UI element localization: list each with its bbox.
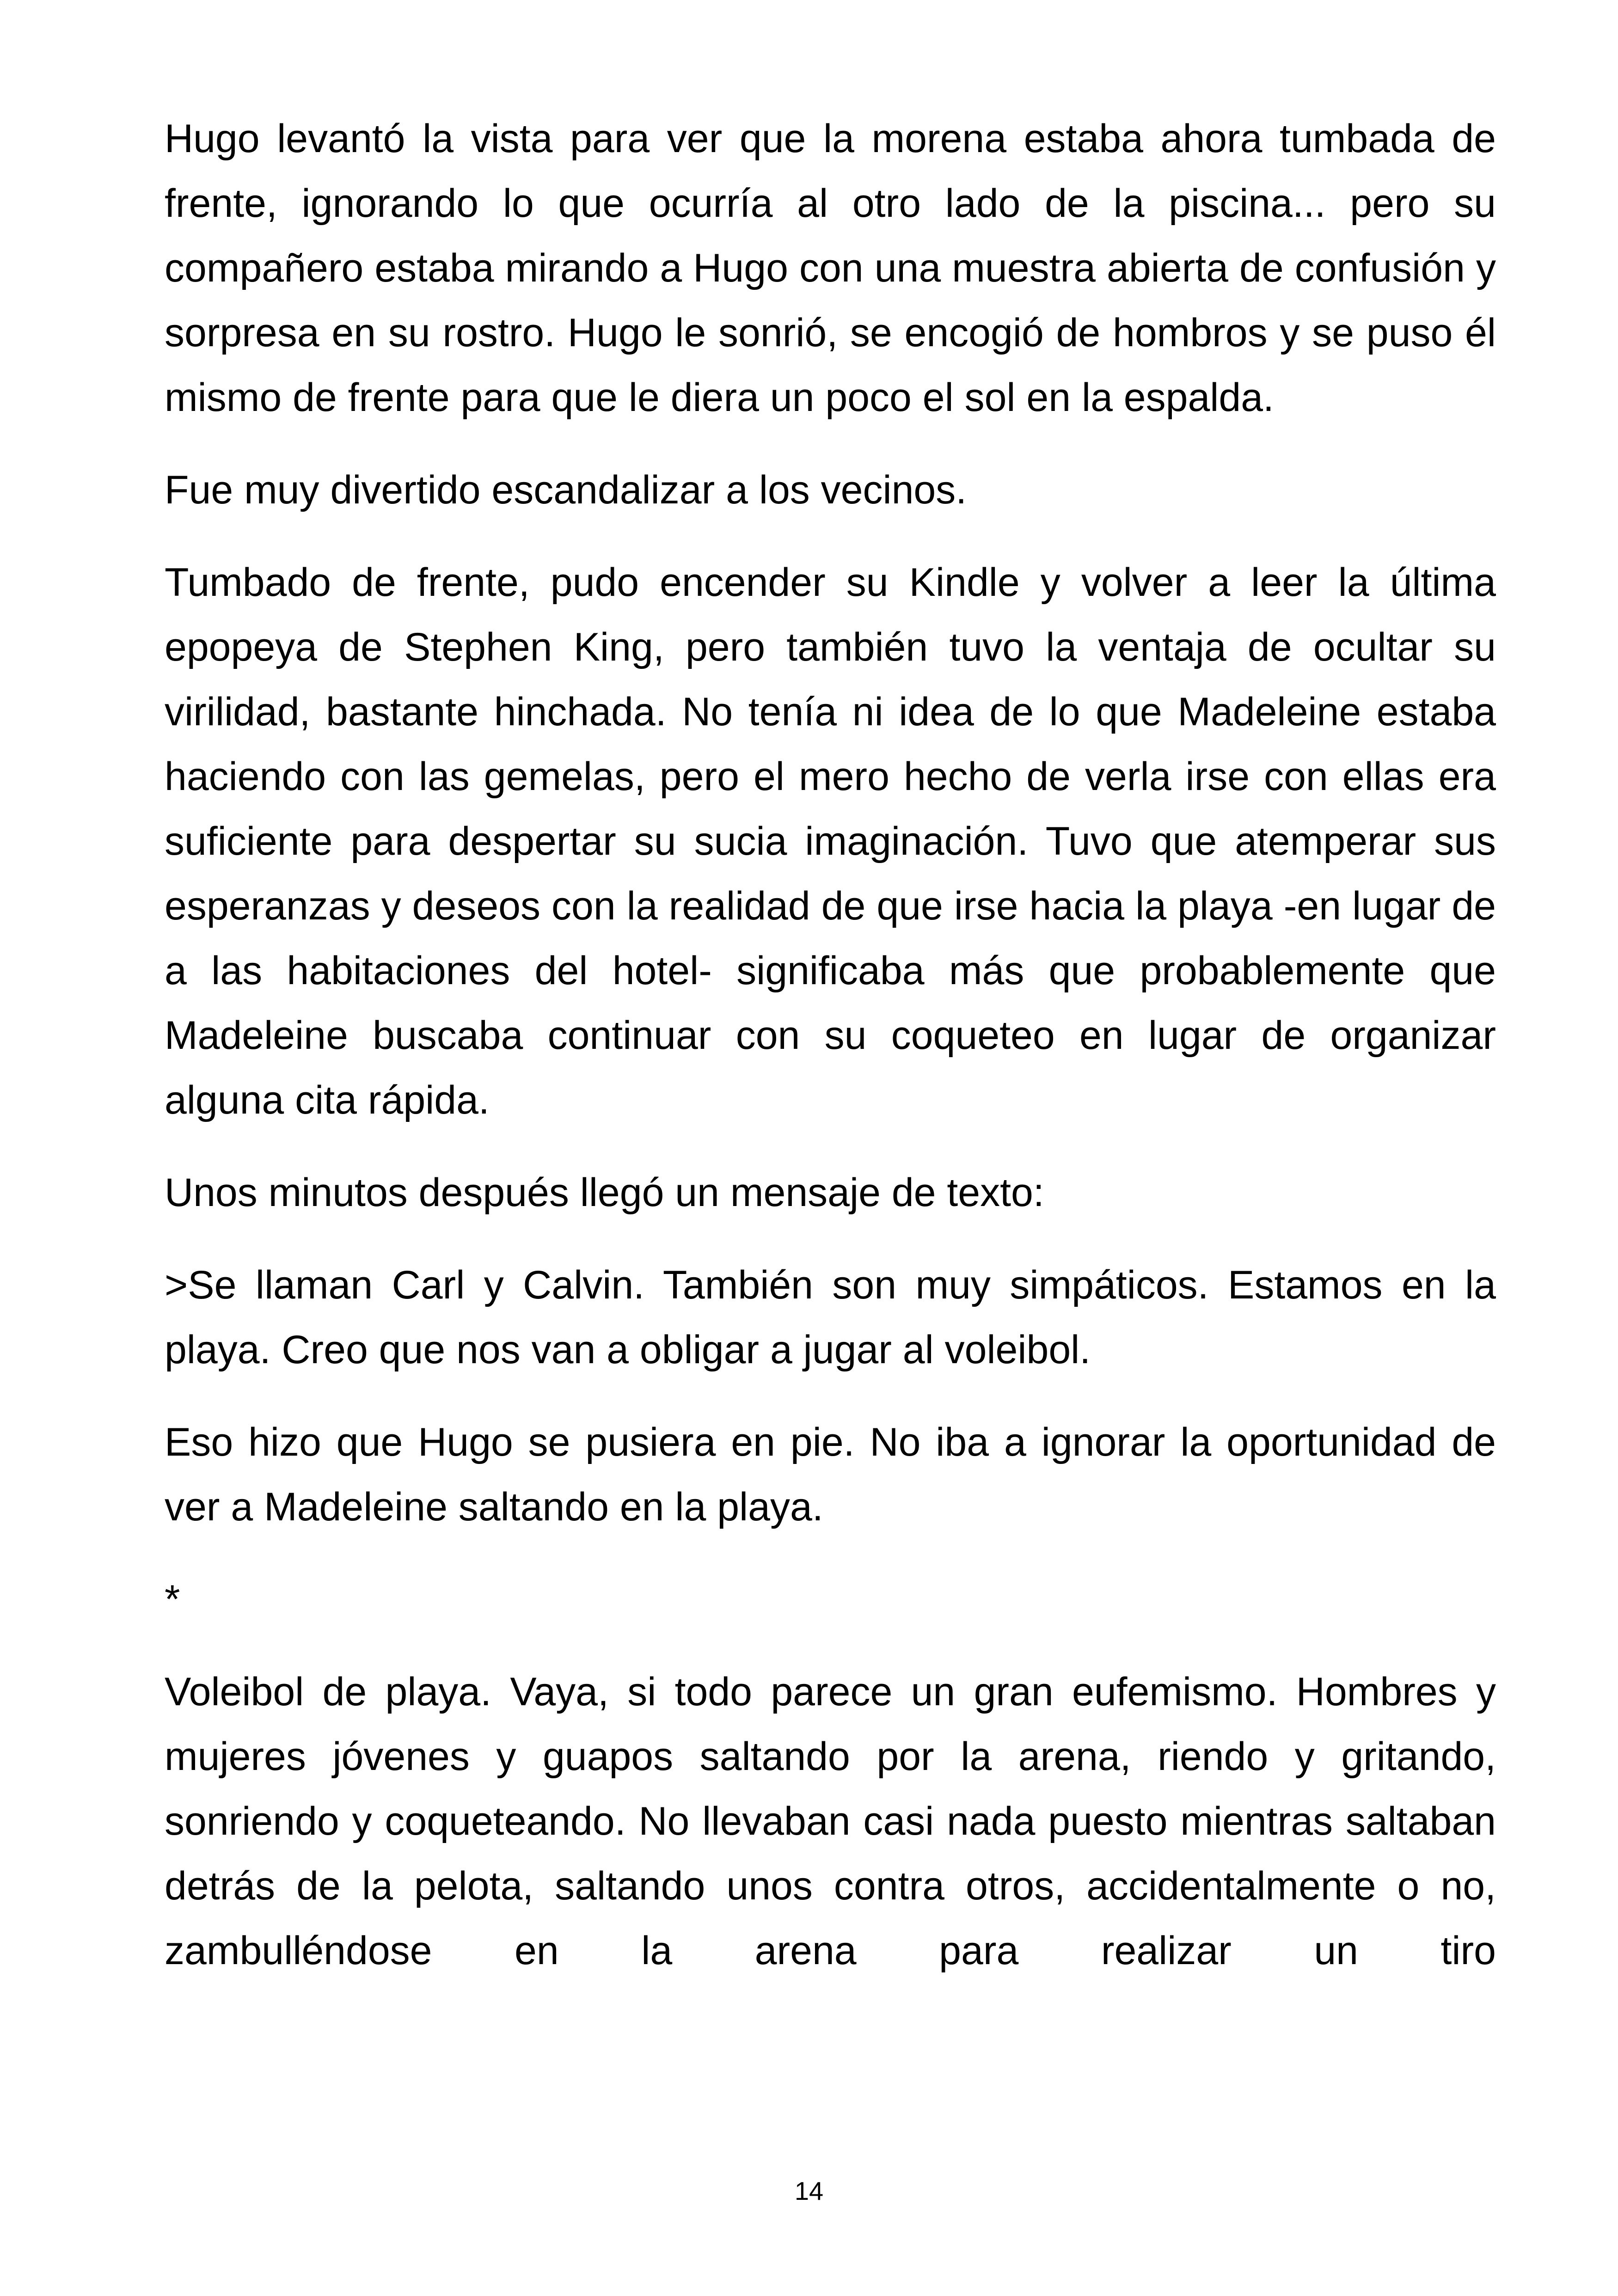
section-separator: * <box>165 1577 180 1622</box>
paragraph: Unos minutos después llegó un mensaje de texto: <box>165 1170 1044 1215</box>
body-text <box>165 106 1496 1983</box>
paragraph: >Se llaman Carl y Calvin. También son muy simpáticos. Estamos en la playa. Creo que nos van a obligar a jugar al voleibol. <box>165 1263 1496 1372</box>
paragraph: Tumbado de frente, pudo encender su Kindle y volver a leer la última epopeya de Stephen King, pero también tuvo la ventaja de ocultar su virilidad, bastante hinchada. No tenía ni idea de lo que Madeleine estaba haciendo con las gemelas, pero el mero hecho de verla irse con ellas era suficiente para despertar su sucia imaginación. Tuvo que atemperar sus esperanzas y deseos con la realidad de que irse hacia la playa -en lugar de a las habitaciones del hotel- significaba más que probablemente que Madeleine buscaba continuar con su coqueteo en lugar de organizar alguna cita rápida. <box>165 560 1496 1122</box>
paragraph: Voleibol de playa. Vaya, si todo parece un gran eufemismo. Hombres y mujeres jóvenes y guapos saltando por la arena, riendo y gritando, sonriendo y coqueteando. No llevaban casi nada puesto mientras saltaban detrás de la pelota, saltando unos contra otros, accidentalmente o no, zambulléndose en la arena para realizar un tiro <box>165 1670 1496 1973</box>
paragraph: Fue muy divertido escandalizar a los vecinos. <box>165 468 967 512</box>
page-number: 14 <box>794 2176 824 2205</box>
paragraph: Eso hizo que Hugo se pusiera en pie. No iba a ignorar la oportunidad de ver a Madeleine saltando en la playa. <box>165 1420 1496 1529</box>
paragraph: Hugo levantó la vista para ver que la morena estaba ahora tumbada de frente, ignorando lo que ocurría al otro lado de la piscina... pero su compañero estaba mirando a Hugo con una muestra abierta de confusión y sorpresa en su rostro. Hugo le sonrió, se encogió de hombros y se puso él mismo de frente para que le diera un poco el sol en la espalda. <box>165 116 1496 420</box>
